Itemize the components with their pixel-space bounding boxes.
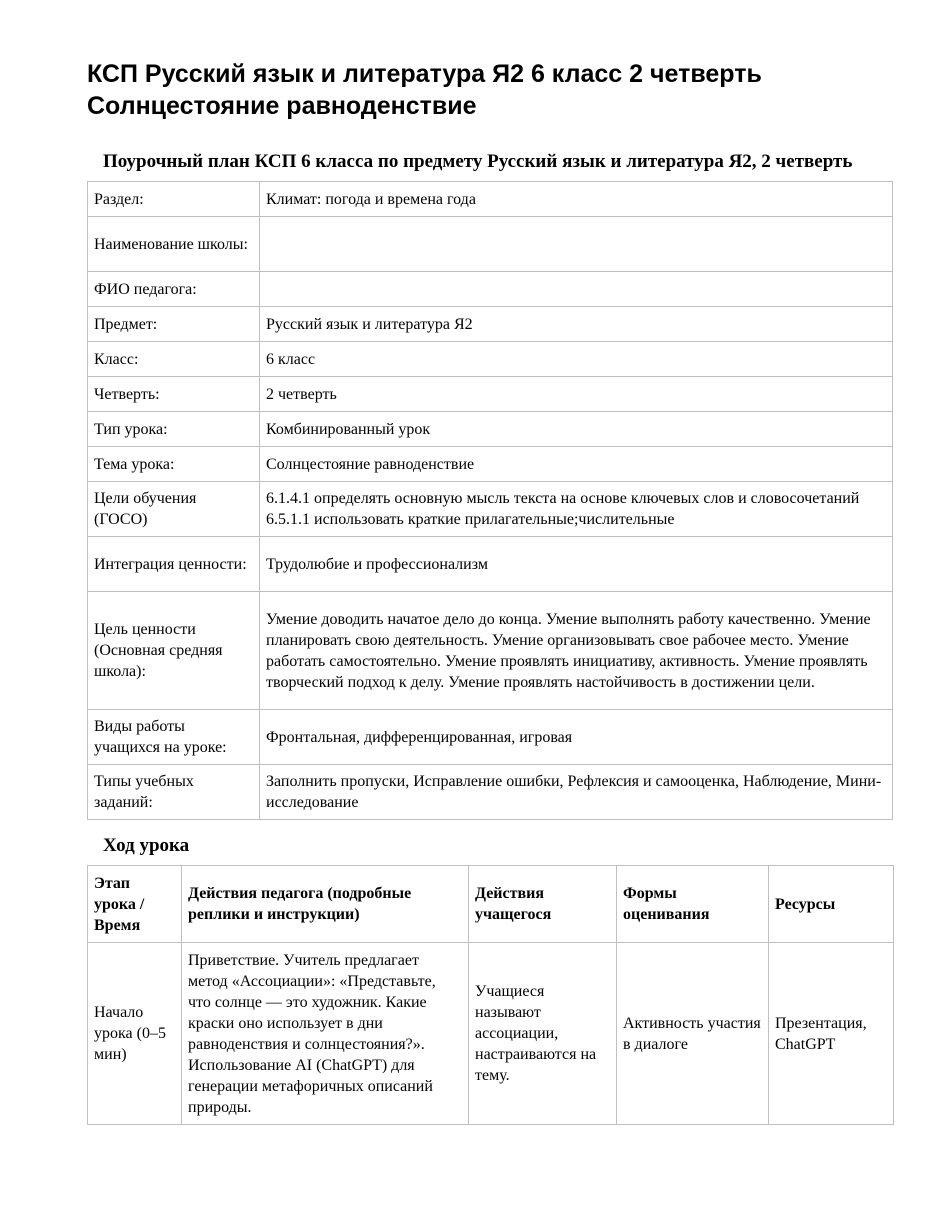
info-label: ФИО педагога: — [88, 272, 260, 307]
info-row-school — [88, 217, 893, 272]
info-label: Тема урока: — [88, 447, 260, 482]
info-value: 6.1.4.1 определять основную мысль текста на основе ключевых слов и словосочетаний 6.5.1.1 использовать краткие прилагательные;числительные — [260, 482, 893, 537]
lesson-stage-cell: Начало урока (0–5 мин) — [88, 943, 182, 1125]
info-row-learning-goals — [88, 482, 893, 537]
info-value: 2 четверть — [260, 377, 893, 412]
document-page — [87, 58, 893, 1125]
info-value: Умение доводить начатое дело до конца. Умение выполнять работу качественно. Умение планировать свою деятельность. Умение организовывать свое рабочее место. Умение работать самостоятельно. Умение проявлять инициативу, активность. Умение проявлять творческий подход к делу. Умение проявлять настойчивость в достижении цели. — [260, 592, 893, 710]
column-header-teacher-actions: Действия педагога (подробные реплики и инструкции) — [182, 866, 469, 943]
column-header-student-actions: Действия учащегося — [469, 866, 617, 943]
document-title — [87, 58, 893, 122]
column-header-resources: Ресурсы — [769, 866, 894, 943]
info-row-section — [88, 182, 893, 217]
info-value: Солнцестояние равноденствие — [260, 447, 893, 482]
info-row-grade — [88, 342, 893, 377]
info-row-teacher — [88, 272, 893, 307]
assessment-cell: Активность участия в диалоге — [617, 943, 769, 1125]
lesson-header-row — [88, 866, 894, 943]
document-title-line2: Солнцестояние равноденствие — [87, 92, 477, 120]
info-label: Класс: — [88, 342, 260, 377]
info-label: Типы учебных заданий: — [88, 765, 260, 820]
info-row-work-types — [88, 710, 893, 765]
info-label: Интеграция ценности: — [88, 537, 260, 592]
info-label: Тип урока: — [88, 412, 260, 447]
info-value — [260, 272, 893, 307]
info-label: Четверть: — [88, 377, 260, 412]
info-value: Климат: погода и времена года — [260, 182, 893, 217]
info-label: Наименование школы: — [88, 217, 260, 272]
info-row-value-goal — [88, 592, 893, 710]
info-label: Предмет: — [88, 307, 260, 342]
column-header-stage: Этап урока / Время — [88, 866, 182, 943]
info-row-value-integration — [88, 537, 893, 592]
table-row — [88, 943, 894, 1125]
info-row-subject — [88, 307, 893, 342]
plan-info-table — [87, 181, 893, 820]
lesson-flow-title: Ход урока — [103, 835, 190, 856]
info-row-quarter — [88, 377, 893, 412]
info-label: Цели обучения (ГОСО) — [88, 482, 260, 537]
resources-cell: Презентация, ChatGPT — [769, 943, 894, 1125]
info-value: Комбинированный урок — [260, 412, 893, 447]
teacher-actions-cell: Приветствие. Учитель предлагает метод «Ассоциации»: «Представьте, что солнце — это художник. Какие краски оно использует в дни равноденствия и солнцестояния?». Использование AI (ChatGPT) для генерации метафоричных описаний природы. — [182, 943, 469, 1125]
info-value: Фронтальная, дифференцированная, игровая — [260, 710, 893, 765]
info-row-lesson-topic — [88, 447, 893, 482]
info-label: Виды работы учащихся на уроке: — [88, 710, 260, 765]
info-row-task-types — [88, 765, 893, 820]
info-value: Трудолюбие и профессионализм — [260, 537, 893, 592]
info-row-lesson-type — [88, 412, 893, 447]
document-title-line1: КСП Русский язык и литература Я2 6 класс 2 четверть — [87, 60, 762, 88]
lesson-flow-table — [87, 865, 894, 1125]
info-label: Цель ценности (Основная средняя школа): — [88, 592, 260, 710]
plan-title: Поурочный план КСП 6 класса по предмету Русский язык и литература Я2, 2 четверть — [103, 151, 853, 172]
info-value: Заполнить пропуски, Исправление ошибки, Рефлексия и самооценка, Наблюдение, Мини-исследование — [260, 765, 893, 820]
info-label: Раздел: — [88, 182, 260, 217]
column-header-assessment: Формы оценивания — [617, 866, 769, 943]
info-value — [260, 217, 893, 272]
info-value: 6 класс — [260, 342, 893, 377]
student-actions-cell: Учащиеся называют ассоциации, настраиваются на тему. — [469, 943, 617, 1125]
info-value: Русский язык и литература Я2 — [260, 307, 893, 342]
